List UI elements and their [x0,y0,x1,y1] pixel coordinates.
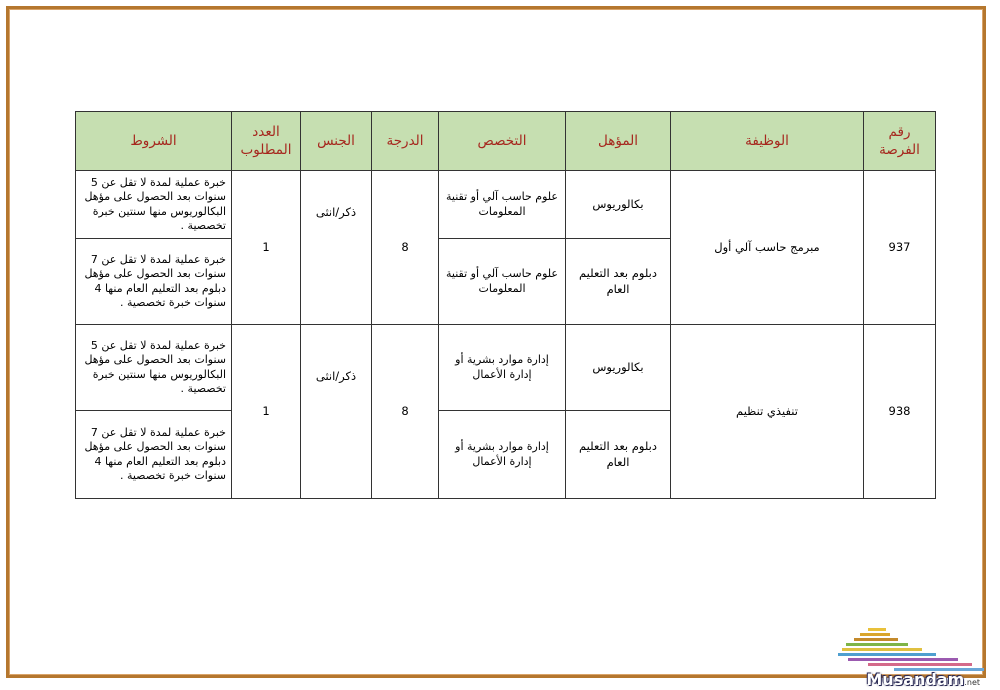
specialization-cell: إدارة موارد بشرية أو إدارة الأعمال [439,325,566,411]
logo-stripes [838,628,984,671]
jobs-table [75,111,936,499]
opportunity-no-cell: 938 [864,325,936,499]
table-header-row [76,112,936,171]
required-count-cell: 1 [232,171,301,325]
header-gender: الجنس [301,112,372,171]
header-required-count: العدد المطلوب [232,112,301,171]
condition-cell: خبرة عملية لمدة لا تقل عن 5 سنوات بعد الحصول على مؤهل البكالوريوس منها سنتين خبرة تخصصية . [76,171,232,239]
table-row [76,325,936,411]
opportunity-no-cell: 937 [864,171,936,325]
specialization-cell: علوم حاسب آلي أو تقنية المعلومات [439,239,566,325]
header-conditions: الشروط [76,112,232,171]
grade-cell: 8 [372,171,439,325]
qualification-cell: بكالوريوس [566,325,671,411]
qualification-cell: بكالوريوس [566,171,671,239]
header-qualification: المؤهل [566,112,671,171]
header-specialization: التخصص [439,112,566,171]
header-grade: الدرجة [372,112,439,171]
musandam-logo-text [866,670,980,689]
specialization-cell: إدارة موارد بشرية أو إدارة الأعمال [439,411,566,499]
job-title-cell: مبرمج حاسب آلي أول [671,171,864,325]
qualification-cell: دبلوم بعد التعليم العام [566,239,671,325]
gender-cell: ذكر/انثى [301,325,372,499]
qualification-cell: دبلوم بعد التعليم العام [566,411,671,499]
header-job: الوظيفة [671,112,864,171]
job-title-cell: تنفيذي تنظيم [671,325,864,499]
table-row [76,171,936,239]
gender-cell: ذكر/انثى [301,171,372,325]
required-count-cell: 1 [232,325,301,499]
condition-cell: خبرة عملية لمدة لا تقل عن 7 سنوات بعد الحصول على مؤهل دبلوم بعد التعليم العام منها 4 سنوات خبرة تخصصية . [76,411,232,499]
grade-cell: 8 [372,325,439,499]
specialization-cell: علوم حاسب آلي أو تقنية المعلومات [439,171,566,239]
logo-suffix: .net [964,678,980,687]
condition-cell: خبرة عملية لمدة لا تقل عن 7 سنوات بعد الحصول على مؤهل دبلوم بعد التعليم العام منها 4 سنوات خبرة تخصصية . [76,239,232,325]
header-opportunity-no: رقم الفرصة [864,112,936,171]
condition-cell: خبرة عملية لمدة لا تقل عن 5 سنوات بعد الحصول على مؤهل البكالوريوس منها سنتين خبرة تخصصية . [76,325,232,411]
logo-name: Musandam [866,670,965,689]
